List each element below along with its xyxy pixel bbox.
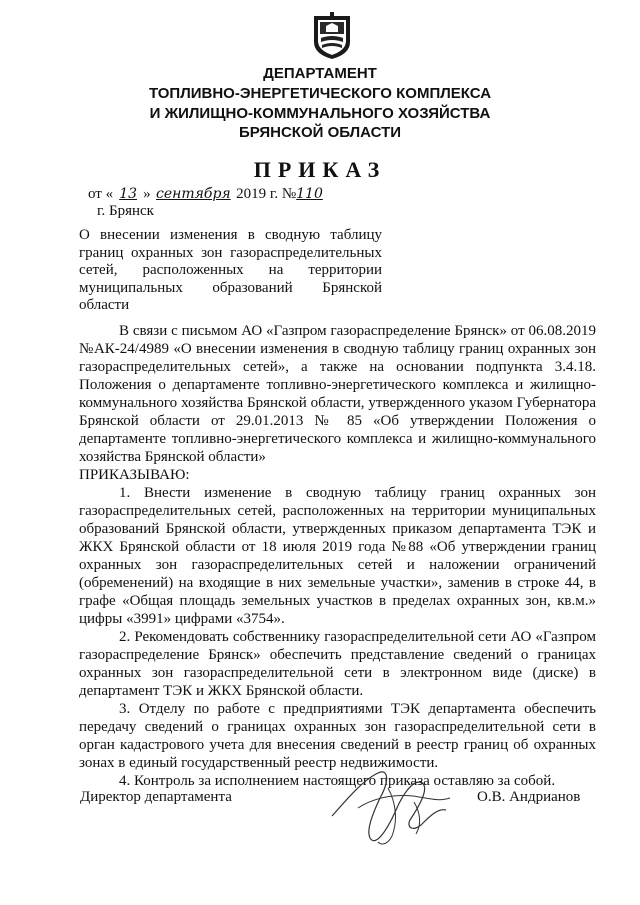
order-item: 1. Внести изменение в сводную таблицу границ охранных зон газораспределительных сетей, расположенных на территории муниципальных образований Брянской области, утвержденных приказом департамента ТЭК и ЖКХ Брянской области от 18 июля 2019 года №88 «Об утверждении границ охранных зон газораспределительных сетей и наложении ограничений (обременений) на входящие в них земельные участки», заменив в строке 44, в графе «Общая площадь земельных участков в пределах охранных зон, кв.м.» цифры «3991» цифрами «3754».: [79, 485, 596, 627]
number-prefix: №: [281, 186, 297, 202]
order-item: 2. Рекомендовать собственнику газораспределительной сети АО «Газпром газораспределение Брянск» обеспечить представление сведений о границах охранных зон газораспределительной сети в электронном виде (диске) в департамент ТЭК и ЖКХ Брянской области.: [79, 629, 596, 699]
date-mid: »: [143, 186, 151, 202]
date-line: [88, 186, 322, 203]
date-month: сентября: [156, 186, 231, 202]
date-prefix: от «: [88, 186, 114, 202]
order-word: ПРИКАЗЫВАЮ:: [79, 467, 190, 483]
city: г. Брянск: [97, 203, 154, 219]
department-name-line1: ДЕПАРТАМЕНТ: [263, 65, 377, 82]
order-body: [79, 322, 596, 790]
preamble: В связи с письмом АО «Газпром газораспределение Брянск» от 06.08.2019 №АК-24/4989 «О внесении изменения в сводную таблицу границ охранных зон газораспределительных сетей», а также на основании подпункта 3.4.18. Положения о департаменте топливно-энергетического комплекса и жилищно-коммунального хозяйства Брянской области, утвержденного указом Губернатора Брянской области от 29.01.2013 № 85 «Об утверждении Положения о департаменте топливно-энергетического комплекса и жилищно-коммунального хозяйства Брянской области»: [79, 323, 596, 465]
department-name-line2: ТОПЛИВНО-ЭНЕРГЕТИЧЕСКОГО КОМПЛЕКСА: [148, 85, 492, 102]
order-number: 110: [296, 186, 323, 202]
order-item: 4. Контроль за исполнением настоящего приказа оставляю за собой.: [119, 773, 556, 789]
coat-of-arms-icon: [312, 12, 352, 60]
handwritten-signature: [318, 758, 468, 853]
date-day: 13: [119, 186, 138, 202]
order-item: 3. Отделу по работе с предприятиями ТЭК департамента обеспечить передачу сведений о границах охранных зон газораспределительной сети в орган кадастрового учета для внесения сведений в реестр границ об охранных зонах в единый государственный реестр недвижимости.: [79, 701, 596, 771]
date-year: 2019 г.: [236, 186, 279, 202]
department-name-line4: БРЯНСКОЙ ОБЛАСТИ: [238, 124, 402, 141]
order-subject: О внесении изменения в сводную таблицу границ охранных зон газораспределительных сетей, расположенных на территории муниципальных образований Брянской области: [79, 227, 382, 314]
document-title: ПРИКАЗ: [253, 157, 387, 182]
signatory-name: О.В. Андрианов: [477, 789, 581, 805]
department-name-line3: И ЖИЛИЩНО-КОММУНАЛЬНОГО ХОЗЯЙСТВА: [149, 105, 491, 122]
signatory-position: Директор департамента: [80, 789, 232, 805]
